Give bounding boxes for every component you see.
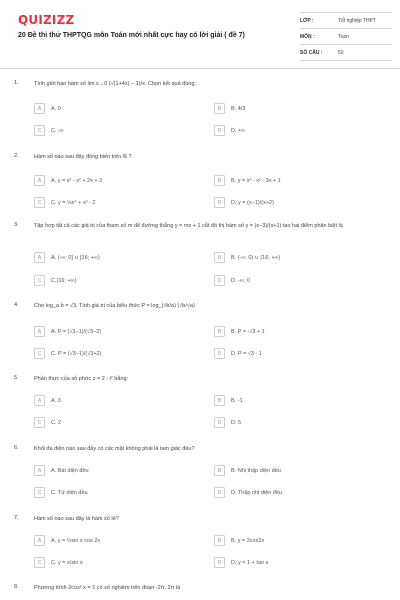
option-letter-badge: D — [214, 125, 225, 136]
question-number: 5. — [14, 375, 19, 381]
option-text: D. -∞; 0 — [231, 277, 250, 284]
meta-row-subject — [300, 29, 392, 45]
question-number: 6. — [14, 445, 19, 451]
option-d[interactable] — [214, 197, 274, 208]
option-text: C. y = x/sin x — [51, 559, 83, 566]
option-letter-badge: A — [34, 252, 45, 263]
option-letter-badge: C — [34, 557, 45, 568]
meta-row-count — [300, 45, 392, 61]
option-text: B. Nhị thập diện đều — [231, 467, 281, 474]
option-d[interactable] — [214, 557, 268, 568]
meta-value: Toán — [338, 33, 349, 40]
meta-value: 50 — [338, 49, 344, 56]
meta-label: LỚP : — [300, 17, 314, 24]
option-letter-badge: A — [34, 326, 45, 337]
document-title: 20 Đề thi thử THPTQG môn Toán mới nhất cực hay có lời giải ( đề 7) — [18, 32, 245, 39]
option-letter-badge: B — [214, 326, 225, 337]
question-text: Phần thực của số phức z = 2 - i² bằng: — [34, 376, 129, 382]
option-text: B. -1 — [231, 397, 243, 404]
option-b[interactable] — [214, 103, 245, 114]
option-a[interactable] — [34, 395, 61, 406]
option-letter-badge: B — [214, 395, 225, 406]
option-c[interactable] — [34, 197, 96, 208]
option-text: C. y = ⅓x⁴ + x² - 2 — [51, 199, 96, 206]
option-letter-badge: B — [214, 535, 225, 546]
option-c[interactable] — [34, 348, 101, 359]
option-text: C.(16; +∞) — [51, 277, 77, 284]
option-letter-badge: B — [214, 175, 225, 186]
question-text: Cho log_a b = √3. Tính giá trị của biểu thức P = log_(√b/a) (√b/√a) — [34, 303, 195, 309]
option-letter-badge: D — [214, 348, 225, 359]
question-text: Khối đa diện nào sau đây có các mặt không phải là tam giác đều? — [34, 446, 195, 452]
option-text: B. P = -√3 + 1 — [231, 328, 265, 335]
option-letter-badge: B — [214, 103, 225, 114]
option-c[interactable] — [34, 557, 83, 568]
option-b[interactable] — [214, 465, 281, 476]
option-letter-badge: D — [214, 557, 225, 568]
meta-row-class — [300, 12, 392, 29]
question-number: 1. — [14, 80, 19, 86]
option-text: B. (-∞; 0) ∪ (16; +∞) — [231, 254, 281, 261]
option-a[interactable] — [34, 252, 100, 263]
option-text: C. -∞ — [51, 127, 64, 134]
option-letter-badge: C — [34, 197, 45, 208]
option-d[interactable] — [214, 487, 282, 498]
question-number: 3. — [14, 222, 19, 228]
option-letter-badge: C — [34, 125, 45, 136]
meta-value: Tốt nghiệp THPT — [338, 17, 376, 24]
option-a[interactable] — [34, 175, 102, 186]
option-letter-badge: A — [34, 103, 45, 114]
option-text: B. y = 2cos2x — [231, 537, 265, 544]
meta-label: SỐ CÂU : — [300, 49, 323, 56]
option-text: D. +∞ — [231, 127, 246, 134]
option-letter-badge: D — [214, 417, 225, 428]
question-text: Tập hợp tất cả các giá trị của tham số m để đường thẳng y = mx + 1 cắt đồ thị hàm số y = (x−3)/(x+1) tạo hai điểm phân biệt là — [34, 223, 343, 229]
question-text: Hàm số nào sau đây đồng biến trên ℝ ? — [34, 154, 132, 160]
option-d[interactable] — [214, 125, 245, 136]
quizizz-logo: QUIZIZZ — [18, 13, 75, 27]
option-text: B. y = x³ - x² - 3x + 1 — [231, 177, 281, 184]
option-text: D. P = √3 - 1 — [231, 350, 262, 357]
option-a[interactable] — [34, 326, 101, 337]
option-text: A. y = x³ - x² + 2x + 3 — [51, 177, 103, 184]
question-number: 2. — [14, 153, 19, 159]
option-a[interactable] — [34, 465, 89, 476]
option-a[interactable] — [34, 535, 100, 546]
option-letter-badge: D — [214, 487, 225, 498]
option-text: D. y = 1 + tan x — [231, 559, 269, 566]
option-c[interactable] — [34, 125, 64, 136]
question-text: Hàm số nào sau đây là hàm số lẻ? — [34, 516, 119, 522]
option-b[interactable] — [214, 395, 243, 406]
header-divider — [0, 68, 400, 69]
option-a[interactable] — [34, 103, 61, 114]
option-text: D. Thập nhị diện đều — [231, 489, 282, 496]
option-b[interactable] — [214, 175, 281, 186]
option-letter-badge: D — [214, 275, 225, 286]
option-text: C. P = (√3−1)/(√3+2) — [51, 350, 102, 357]
option-text: C. Tứ diện đều — [51, 489, 88, 496]
option-text: A. (-∞; 0] ∪ [16; +∞) — [51, 254, 100, 261]
option-letter-badge: B — [214, 252, 225, 263]
option-text: A. P = (√3−1)/(√3−2) — [51, 328, 102, 335]
option-text: D. y = (x−1)/(x+2) — [231, 199, 274, 206]
option-d[interactable] — [214, 417, 241, 428]
option-letter-badge: A — [34, 395, 45, 406]
meta-table — [300, 12, 392, 61]
option-c[interactable] — [34, 487, 88, 498]
option-text: A. Bát diện đều — [51, 467, 89, 474]
option-text: C. 2 — [51, 419, 62, 426]
option-text: A. 0 — [51, 105, 61, 112]
option-letter-badge: C — [34, 417, 45, 428]
question-number: 4. — [14, 302, 19, 308]
option-letter-badge: A — [34, 465, 45, 476]
option-letter-badge: D — [214, 197, 225, 208]
option-letter-badge: A — [34, 535, 45, 546]
question-number: 7. — [14, 515, 19, 521]
option-text: A. 3 — [51, 397, 61, 404]
option-letter-badge: B — [214, 465, 225, 476]
header — [0, 0, 400, 68]
option-c[interactable] — [34, 417, 61, 428]
option-letter-badge: C — [34, 275, 45, 286]
option-b[interactable] — [214, 535, 264, 546]
option-c[interactable] — [34, 275, 76, 286]
meta-label: MÔN : — [300, 33, 315, 40]
option-text: B. 4/3 — [231, 105, 246, 112]
option-b[interactable] — [214, 326, 265, 337]
question-text: Tính giới hạn hàm số lim x→0 (√(1+4x) − 1)/x. Chọn kết quả đúng: — [34, 81, 196, 87]
option-text: A. y = ½sin x cos 2x — [51, 537, 101, 544]
option-d[interactable] — [214, 348, 262, 359]
option-b[interactable] — [214, 252, 280, 263]
question-number: 8. — [14, 584, 19, 590]
option-letter-badge: C — [34, 348, 45, 359]
option-d[interactable] — [214, 275, 250, 286]
option-letter-badge: C — [34, 487, 45, 498]
question-text: Phương trình 2cos² x = 1 có số nghiệm trên đoạn -2π, 2π là — [34, 585, 181, 591]
option-letter-badge: A — [34, 175, 45, 186]
option-text: D. 5 — [231, 419, 242, 426]
